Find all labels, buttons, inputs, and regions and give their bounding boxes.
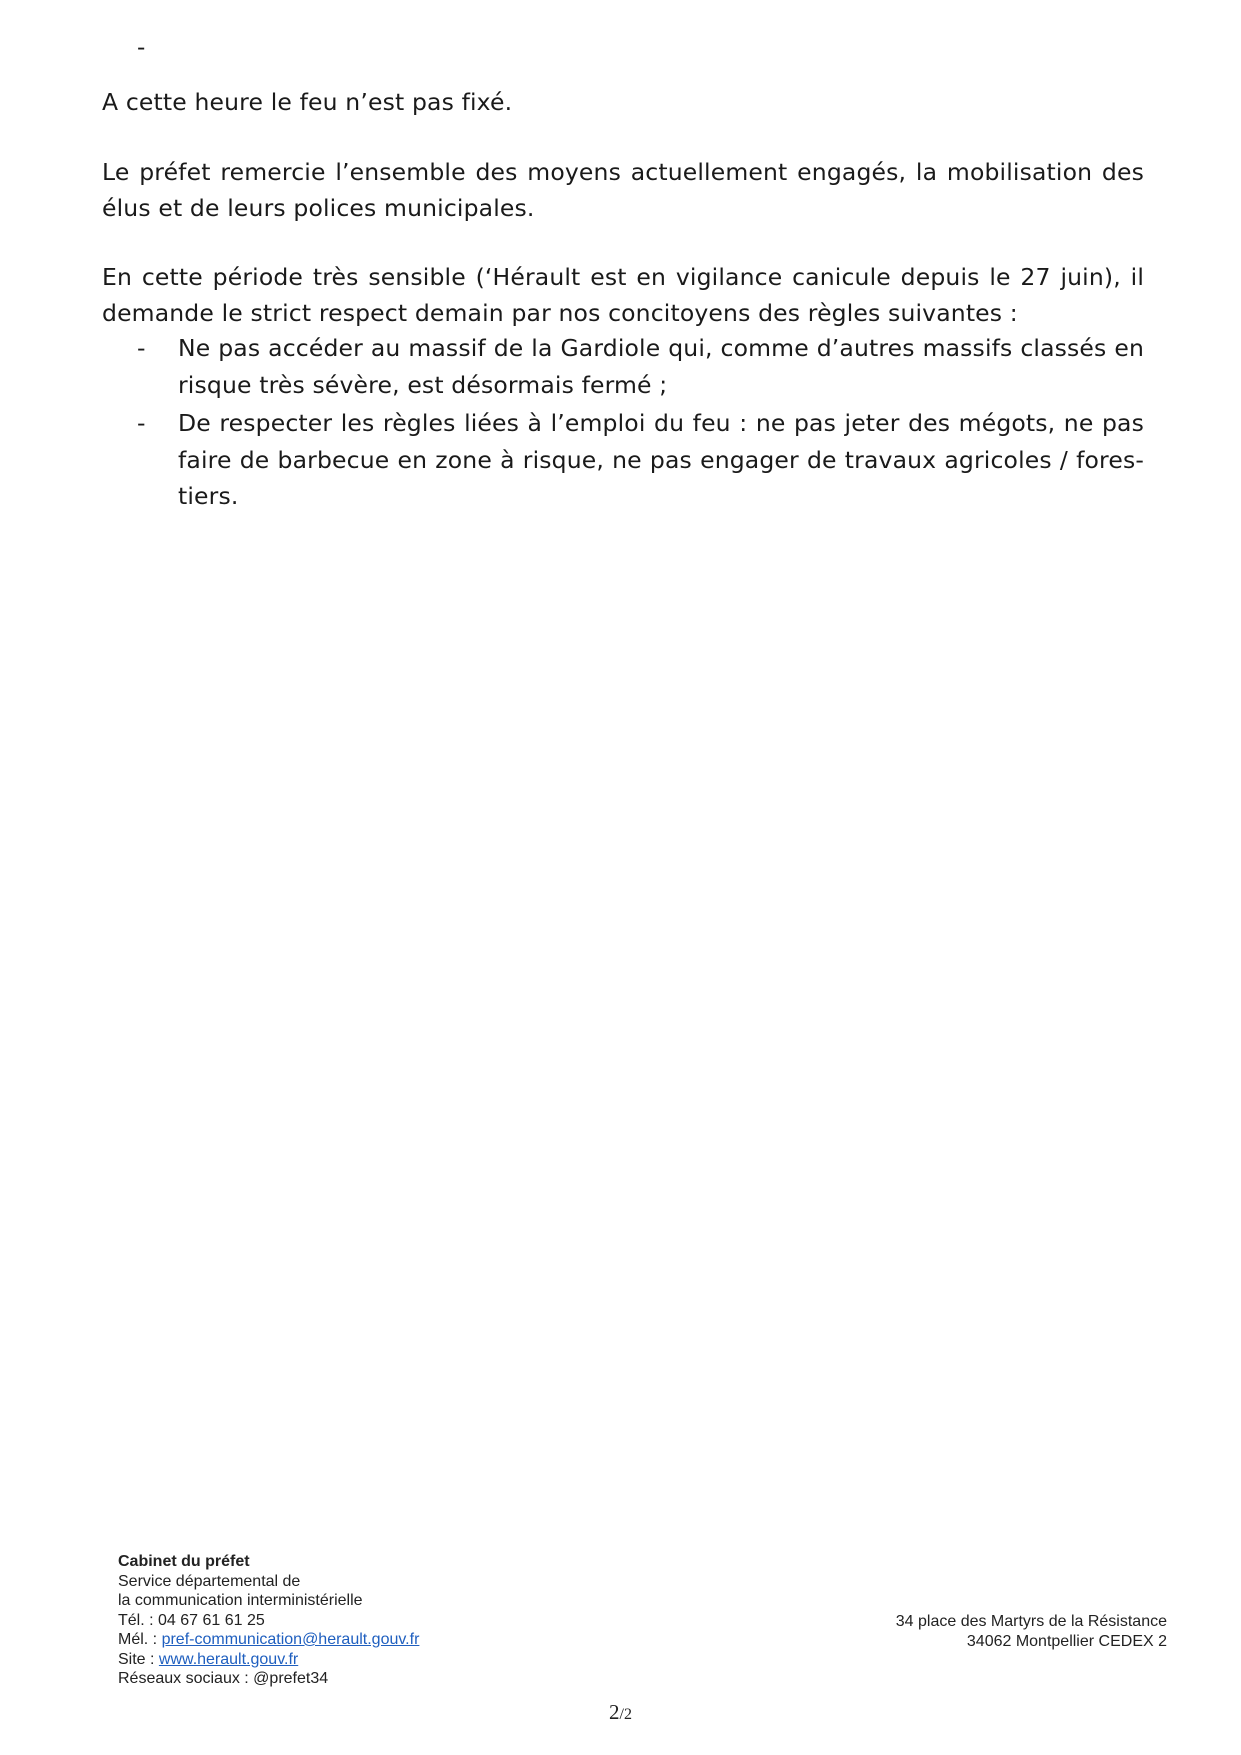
footer-site-link[interactable]: www.herault.gouv.fr bbox=[158, 1650, 299, 1668]
footer-address bbox=[896, 1612, 1167, 1651]
paragraph-fire-status: A cette heure le feu n’est pas fixé. bbox=[102, 88, 513, 116]
list-item bbox=[102, 405, 1144, 515]
footer-tel-label: Tél. : bbox=[118, 1611, 159, 1629]
bullet-dash: - bbox=[137, 334, 146, 362]
list-item-text: Ne pas accéder au massif de la Gardiole qui, comme d’autres massifs classés en risque très sévère, est désormais fermé ; bbox=[178, 334, 1144, 399]
list-item bbox=[102, 330, 1144, 403]
footer-social: Réseaux sociaux : @prefet34 bbox=[118, 1670, 329, 1687]
footer-contact bbox=[118, 1552, 419, 1689]
footer-address-line1: 34 place des Martyrs de la Résistance bbox=[895, 1613, 1167, 1630]
leading-dash: - bbox=[137, 35, 146, 61]
paragraph-rules-intro: En cette période très sensible (‘Hérault est en vigilance canicule depuis le 27 juin), il demande le strict respect demain par nos concitoyens des règles suivantes : bbox=[102, 263, 1144, 327]
rules-list bbox=[102, 330, 1144, 517]
footer-tel bbox=[118, 1611, 419, 1631]
page-total: /2 bbox=[619, 1706, 632, 1723]
footer-tel-value: 04 67 61 61 25 bbox=[158, 1611, 265, 1629]
footer-mail bbox=[118, 1630, 419, 1650]
footer-service-line1: Service départemental de bbox=[118, 1572, 301, 1590]
footer-mail-link[interactable]: pref-communication@herault.gouv.fr bbox=[161, 1631, 420, 1648]
paragraph-thanks: Le préfet remercie l’ensemble des moyens actuellement engagés, la mobilisation des élus et de leurs polices municipales. bbox=[102, 158, 1144, 222]
footer-site bbox=[118, 1650, 419, 1670]
footer-site-label: Site : bbox=[118, 1650, 159, 1668]
footer-mail-label: Mél. : bbox=[118, 1631, 162, 1648]
footer-office: Cabinet du préfet bbox=[118, 1553, 250, 1570]
page-number bbox=[0, 1700, 1241, 1725]
footer-address-line2: 34062 Montpellier CEDEX 2 bbox=[966, 1632, 1167, 1650]
footer-service-line2: la communication interministérielle bbox=[118, 1592, 363, 1609]
bullet-dash: - bbox=[137, 409, 146, 437]
list-item-text: De respecter les règles liées à l’emploi du feu : ne pas jeter des mégots, ne pas faire de barbecue en zone à risque, ne pas engager de travaux agricoles / fores-tiers. bbox=[178, 409, 1144, 510]
page-current: 2 bbox=[609, 1700, 620, 1724]
